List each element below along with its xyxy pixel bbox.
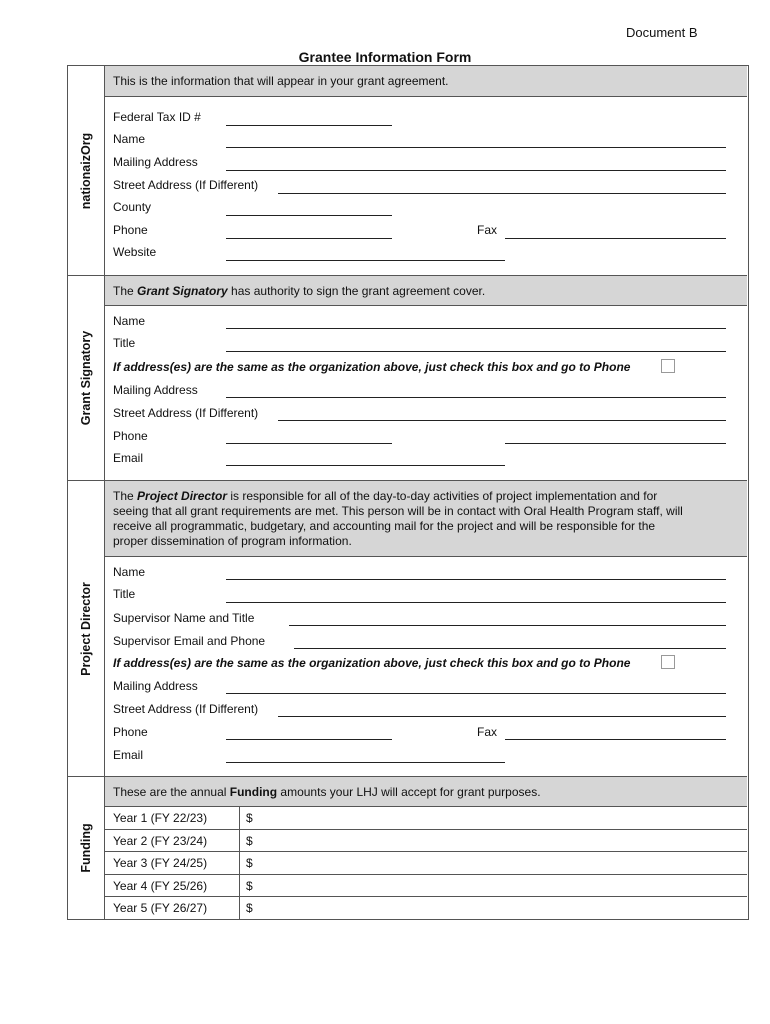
funding-amount-field[interactable]: $ <box>246 811 253 825</box>
dir-name-field[interactable] <box>226 579 726 580</box>
dir-mailing-field[interactable] <box>226 693 726 694</box>
funding-year-label: Year 1 (FY 22/23) <box>113 811 208 825</box>
dir-fax-field[interactable] <box>505 739 726 740</box>
org-name-label: Name <box>113 132 146 146</box>
dir-same-address-note: If address(es) are the same as the organization above, just check this box and go to Phone <box>113 656 631 670</box>
funding-amount-field[interactable]: $ <box>246 901 253 916</box>
tax-id-field[interactable] <box>226 125 392 126</box>
funding-amount-field[interactable]: $ <box>246 856 253 871</box>
sig-email-label: Email <box>113 451 144 465</box>
funding-row <box>105 897 747 920</box>
funding-row <box>105 875 747 898</box>
organization-intro: This is the information that will appear in your grant agreement. <box>105 66 747 97</box>
document-label: Document B <box>626 25 698 40</box>
dir-mailing-label: Mailing Address <box>113 679 198 693</box>
funding-row <box>105 852 747 875</box>
org-street-field[interactable] <box>278 193 726 194</box>
signatory-fields <box>105 306 747 480</box>
sig-name-field[interactable] <box>226 328 726 329</box>
sig-phone-label: Phone <box>113 429 148 443</box>
page-title: Grantee Information Form <box>298 49 472 65</box>
sig-mailing-field[interactable] <box>226 397 726 398</box>
funding-table <box>105 807 747 919</box>
director-section <box>68 481 747 777</box>
sig-mailing-label: Mailing Address <box>113 383 198 397</box>
sig-fax-field[interactable] <box>505 443 726 444</box>
dir-name-label: Name <box>113 565 146 579</box>
org-phone-field[interactable] <box>226 238 392 239</box>
funding-row <box>105 830 747 853</box>
dir-title-field[interactable] <box>226 602 726 603</box>
org-street-label: Street Address (If Different) <box>113 178 259 192</box>
organization-section <box>68 66 747 276</box>
funding-year-label: Year 5 (FY 26/27) <box>113 901 208 916</box>
dir-street-field[interactable] <box>278 716 726 717</box>
org-phone-label: Phone <box>113 223 148 237</box>
sig-title-field[interactable] <box>226 351 726 352</box>
org-mailing-label: Mailing Address <box>113 155 198 169</box>
director-side-label: Project Director <box>68 481 105 776</box>
dir-supervisor-email-field[interactable] <box>294 648 726 649</box>
funding-year-label: Year 2 (FY 23/24) <box>113 833 208 848</box>
organization-side-label: nationaizOrg <box>68 66 105 275</box>
org-website-label: Website <box>113 245 157 259</box>
org-fax-field[interactable] <box>505 238 726 239</box>
sig-title-label: Title <box>113 336 136 350</box>
org-county-field[interactable] <box>226 215 392 216</box>
director-intro: The Project Director is responsible for all of the day-to-day activities of project implementation and for seeing that all grant requirements are met. This person will be in contact with Oral Health Program staff, will receive all programmatic, budgetary, and accounting mail for the project and will be responsible for the proper dissemination of program information. <box>105 481 747 557</box>
signatory-intro: The Grant Signatory has authority to sign the grant agreement cover. <box>105 276 747 306</box>
signatory-section <box>68 276 747 481</box>
org-website-field[interactable] <box>226 260 505 261</box>
director-fields <box>105 557 747 776</box>
dir-supervisor-email-label: Supervisor Email and Phone <box>113 634 266 648</box>
dir-supervisor-name-label: Supervisor Name and Title <box>113 611 255 625</box>
sig-phone-field[interactable] <box>226 443 392 444</box>
funding-amount-field[interactable]: $ <box>246 878 253 893</box>
sig-name-label: Name <box>113 314 146 328</box>
funding-year-label: Year 4 (FY 25/26) <box>113 878 208 893</box>
dir-supervisor-name-field[interactable] <box>289 625 726 626</box>
dir-same-address-checkbox[interactable] <box>661 655 675 669</box>
dir-phone-label: Phone <box>113 725 148 739</box>
dir-phone-field[interactable] <box>226 739 392 740</box>
sig-street-label: Street Address (If Different) <box>113 406 259 420</box>
funding-row <box>105 807 747 830</box>
funding-amount-field[interactable]: $ <box>246 833 253 848</box>
funding-section <box>68 777 747 919</box>
form-frame <box>67 65 749 920</box>
tax-id-label: Federal Tax ID # <box>113 110 201 124</box>
sig-same-address-note: If address(es) are the same as the organization above, just check this box and go to Phone <box>113 360 631 374</box>
dir-email-field[interactable] <box>226 762 505 763</box>
dir-title-label: Title <box>113 587 136 601</box>
funding-year-label: Year 3 (FY 24/25) <box>113 856 208 871</box>
organization-fields <box>105 97 747 275</box>
funding-side-label: Funding <box>68 777 105 919</box>
org-county-label: County <box>113 200 152 214</box>
signatory-side-label: Grant Signatory <box>68 276 105 480</box>
sig-same-address-checkbox[interactable] <box>661 359 675 373</box>
sig-street-field[interactable] <box>278 420 726 421</box>
sig-email-field[interactable] <box>226 465 505 466</box>
org-name-field[interactable] <box>226 147 726 148</box>
org-mailing-field[interactable] <box>226 170 726 171</box>
dir-email-label: Email <box>113 748 144 762</box>
dir-fax-label: Fax <box>477 725 498 739</box>
funding-intro: These are the annual Funding amounts your LHJ will accept for grant purposes. <box>105 777 747 807</box>
dir-street-label: Street Address (If Different) <box>113 702 259 716</box>
org-fax-label: Fax <box>477 223 498 237</box>
